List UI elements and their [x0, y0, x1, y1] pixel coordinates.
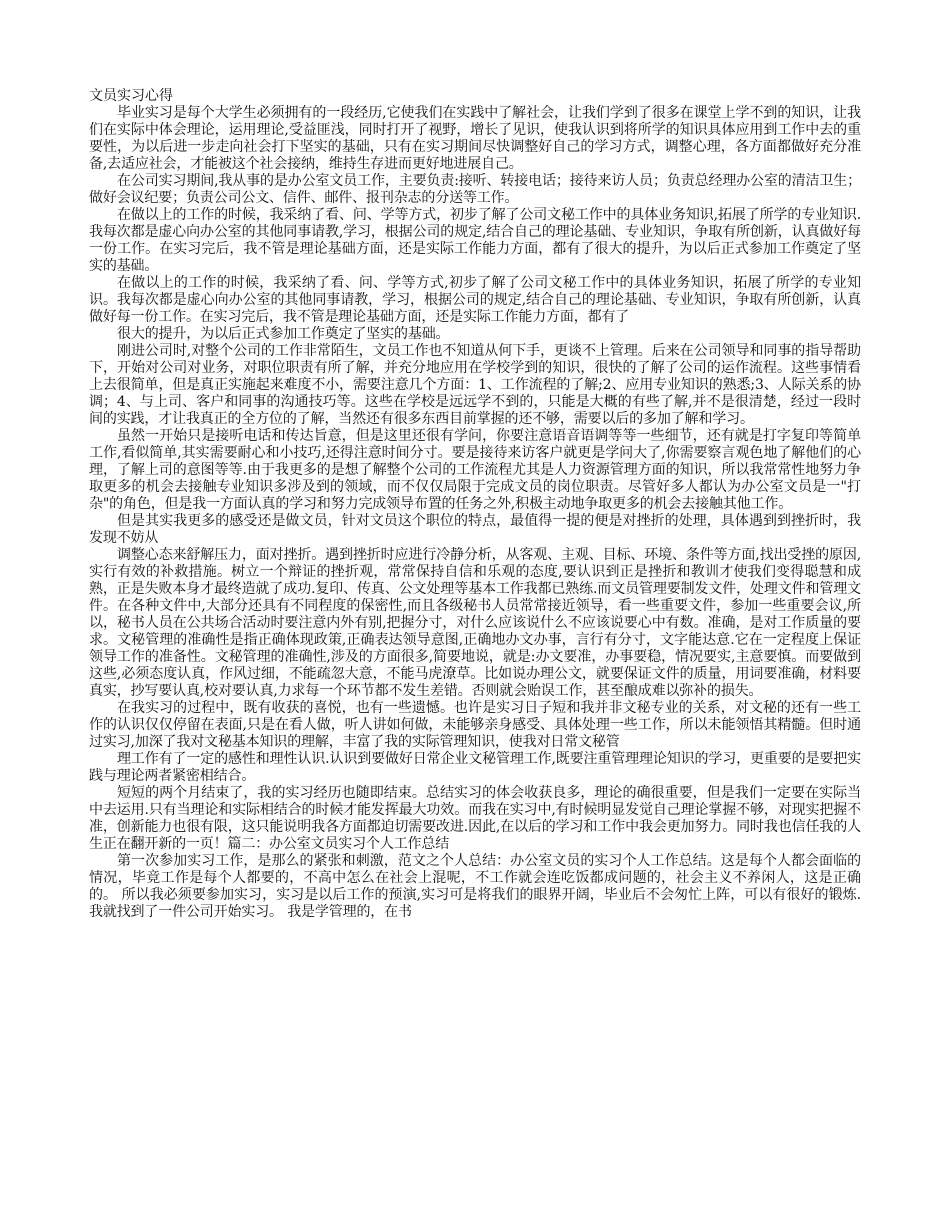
document-page	[89, 88, 861, 921]
paragraph: 调整心态来舒解压力，面对挫折。遇到挫折时应进行冷静分析，从客观、主观、目标、环境、条件等方面,找出受挫的原因,实行有效的补救措施。树立一个辩证的挫折观，常常保持自信和乐观的态度,要认识到正是挫折和教训才使我们变得聪慧和成熟，正是失败本身才最终造就了成功.复印、传真、公文处理等基本工作我都已熟练.而文员管理要制发文件，处理文件和管理文件。在各种文件中,大部分还具有不同程度的保密性,而且各级秘书人员常常接近领导，看一些重要文件，参加一些重要会议,所以，秘书人员在公共场合活动时要注意内外有别,把握分寸，对什么应该说什么不应该说要心中有数。准确，是对工作质量的要求。文秘管理的准确性是指正确体现政策,正确表达领导意图,正确地办文办事，言行有分寸，文字能达意.它在一定程度上保证领导工作的准备性。文秘管理的准确性,涉及的方面很多,简要地说，就是:办文要准，办事要稳，情况要实,主意要慎。而要做到这些,必须态度认真，作风过细，不能疏忽大意，不能马虎潦草。比如说办理公文，就要保证文件的质量，用词要准确，材料要真实，抄写要认真,校对要认真,力求每一个环节都不发生差错。否则就会贻误工作，甚至酿成难以弥补的损失。	[89, 547, 861, 699]
paragraph: 理工作有了一定的感性和理性认识.认识到要做好日常企业文秘管理工作,既要注重管理理论知识的学习，更重要的是要把实践与理论两者紧密相结合。	[89, 751, 861, 784]
paragraph: 但是其实我更多的感受还是做文员，针对文员这个职位的特点，最值得一提的便是对挫折的处理，具体遇到到挫折时，我发现不妨从	[89, 513, 861, 546]
paragraph: 在我实习的过程中，既有收获的喜悦，也有一些遗憾。也许是实习日子短和我并非文秘专业的关系，对文秘的还有一些工作的认识仅仅停留在表面,只是在看人做，听人讲如何做，未能够亲身感受、具体处理一些工作，所以未能领悟其精髓。但时通过实习,加深了我对文秘基本知识的理解，丰富了我的实际管理知识，使我对日常文秘管	[89, 700, 861, 750]
paragraph: 在公司实习期间,我从事的是办公室文员工作，主要负责:接听、转接电话；接待来访人员；负责总经理办公室的清洁卫生；做好会议纪要；负责公司公文、信件、邮件、报刊杂志的分送等工作。	[89, 173, 861, 206]
paragraph: 很大的提升，为以后正式参加工作奠定了坚实的基础。	[117, 326, 450, 342]
document-title: 文员实习心得	[89, 88, 173, 104]
paragraph: 在做以上的工作的时候，我采纳了看、问、学等方式，初步了解了公司文秘工作中的具体业务知识,拓展了所学的专业知识.我每次都是虚心向办公室的其他同事请教,学习，根据公司的规定,结合自己的理论基础、专业知识，争取有所创新，认真做好每一份工作。在实习完后，我不管是理论基础方面，还是实际工作能力方面，都有了很大的提升，为以后正式参加工作奠定了坚实的基础。	[89, 207, 861, 274]
paragraph: 毕业实习是每个大学生必须拥有的一段经历,它使我们在实践中了解社会，让我们学到了很多在课堂上学不到的知识，让我们在实际中体会理论，运用理论,受益匪浅，同时打开了视野，增长了见识，使我认识到将所学的知识具体应用到工作中去的重要性，为以后进一步走向社会打下坚实的基础，只有在实习期间尽快调整好自己的学习方式，调整心理，各方面都做好充分准备,去适应社会，才能被这个社会接纳，维持生存进而更好地进展自己。	[89, 105, 861, 172]
paragraph: 虽然一开始只是接听电话和传达旨意，但是这里还很有学问，你要注意语音语调等等一些细节，还有就是打字复印等简单工作,看似简单,其实需要耐心和小技巧,还得注意时间分寸。要是接待来访客户就更是学问大了,你需要察言观色地了解他们的心理，了解上司的意图等等.由于我更多的是想了解整个公司的工作流程尤其是人力资源管理方面的知识，所以我常常性地努力争取更多的机会去接触专业知识多涉及到的领域，而不仅仅局限于完成文员的岗位职责。尽管好多人都认为办公室文员是一"打杂"的角色，但是我一方面认真的学习和努力完成领导布置的任务之外,积极主动地争取更多的机会去接触其他工作。	[89, 428, 861, 512]
paragraph: 在做以上的工作的时候，我采纳了看、问、学等方式,初步了解了公司文秘工作中的具体业务知识，拓展了所学的专业知识。我每次都是虚心向办公室的其他同事请教，学习，根据公司的规定,结合自己的理论基础、专业知识，争取有所创新，认真做好每一份工作。在实习完后，我不管是理论基础方面，还是实际工作能力方面，都有了	[89, 275, 861, 325]
paragraph: 刚进公司时,对整个公司的工作非常陌生，文员工作也不知道从何下手，更谈不上管理。后来在公司领导和同事的指导帮助下，开始对公司对业务，对职位职责有所了解，并充分地应用在学校学到的知识，很快的了解了公司的运作流程。这些事情看上去很简单，但是真正实施起来难度不小，需要注意几个方面：1、工作流程的了解;2、应用专业知识的熟悉;3、人际关系的协调；4、与上司、客户和同事的沟通技巧等。这些在学校是远远学不到的，只能是大概的有些了解,并不是很清楚，经过一段时间的实践，才让我真正的全方位的了解，当然还有很多东西目前掌握的还不够，需要以后的多加了解和学习。	[89, 343, 861, 427]
paragraph: 短短的两个月结束了，我的实习经历也随即结束。总结实习的体会收获良多，理论的确很重要，但是我们一定要在实际当中去运用.只有当理论和实际相结合的时候才能发挥最大功效。而我在实习中,有时候明显发觉自己理论掌握不够，对现实把握不准，创新能力也很有限，这只能说明我各方面都迫切需要改进.因此,在以后的学习和工作中我会更加努力。同时我也信任我的人生正在翻开新的一页！篇二：办公室文员实习个人工作总结	[89, 785, 861, 852]
paragraph: 第一次参加实习工作，是那么的紧张和刺激，范文之个人总结：办公室文员的实习个人工作总结。这是每个人都会面临的情况，毕竟工作是每个人都要的，不高中怎么在社会上混呢，不工作就会连吃饭都成问题的，社会主义不养闲人，这是正确的。 所以我必须要参加实习，实习是以后工作的预演,实习可是将我们的眼界开阔，毕业后不会匆忙上阵，可以有很好的锻炼.我就找到了一件公司开始实习。 我是学管理的，在书	[89, 853, 861, 920]
